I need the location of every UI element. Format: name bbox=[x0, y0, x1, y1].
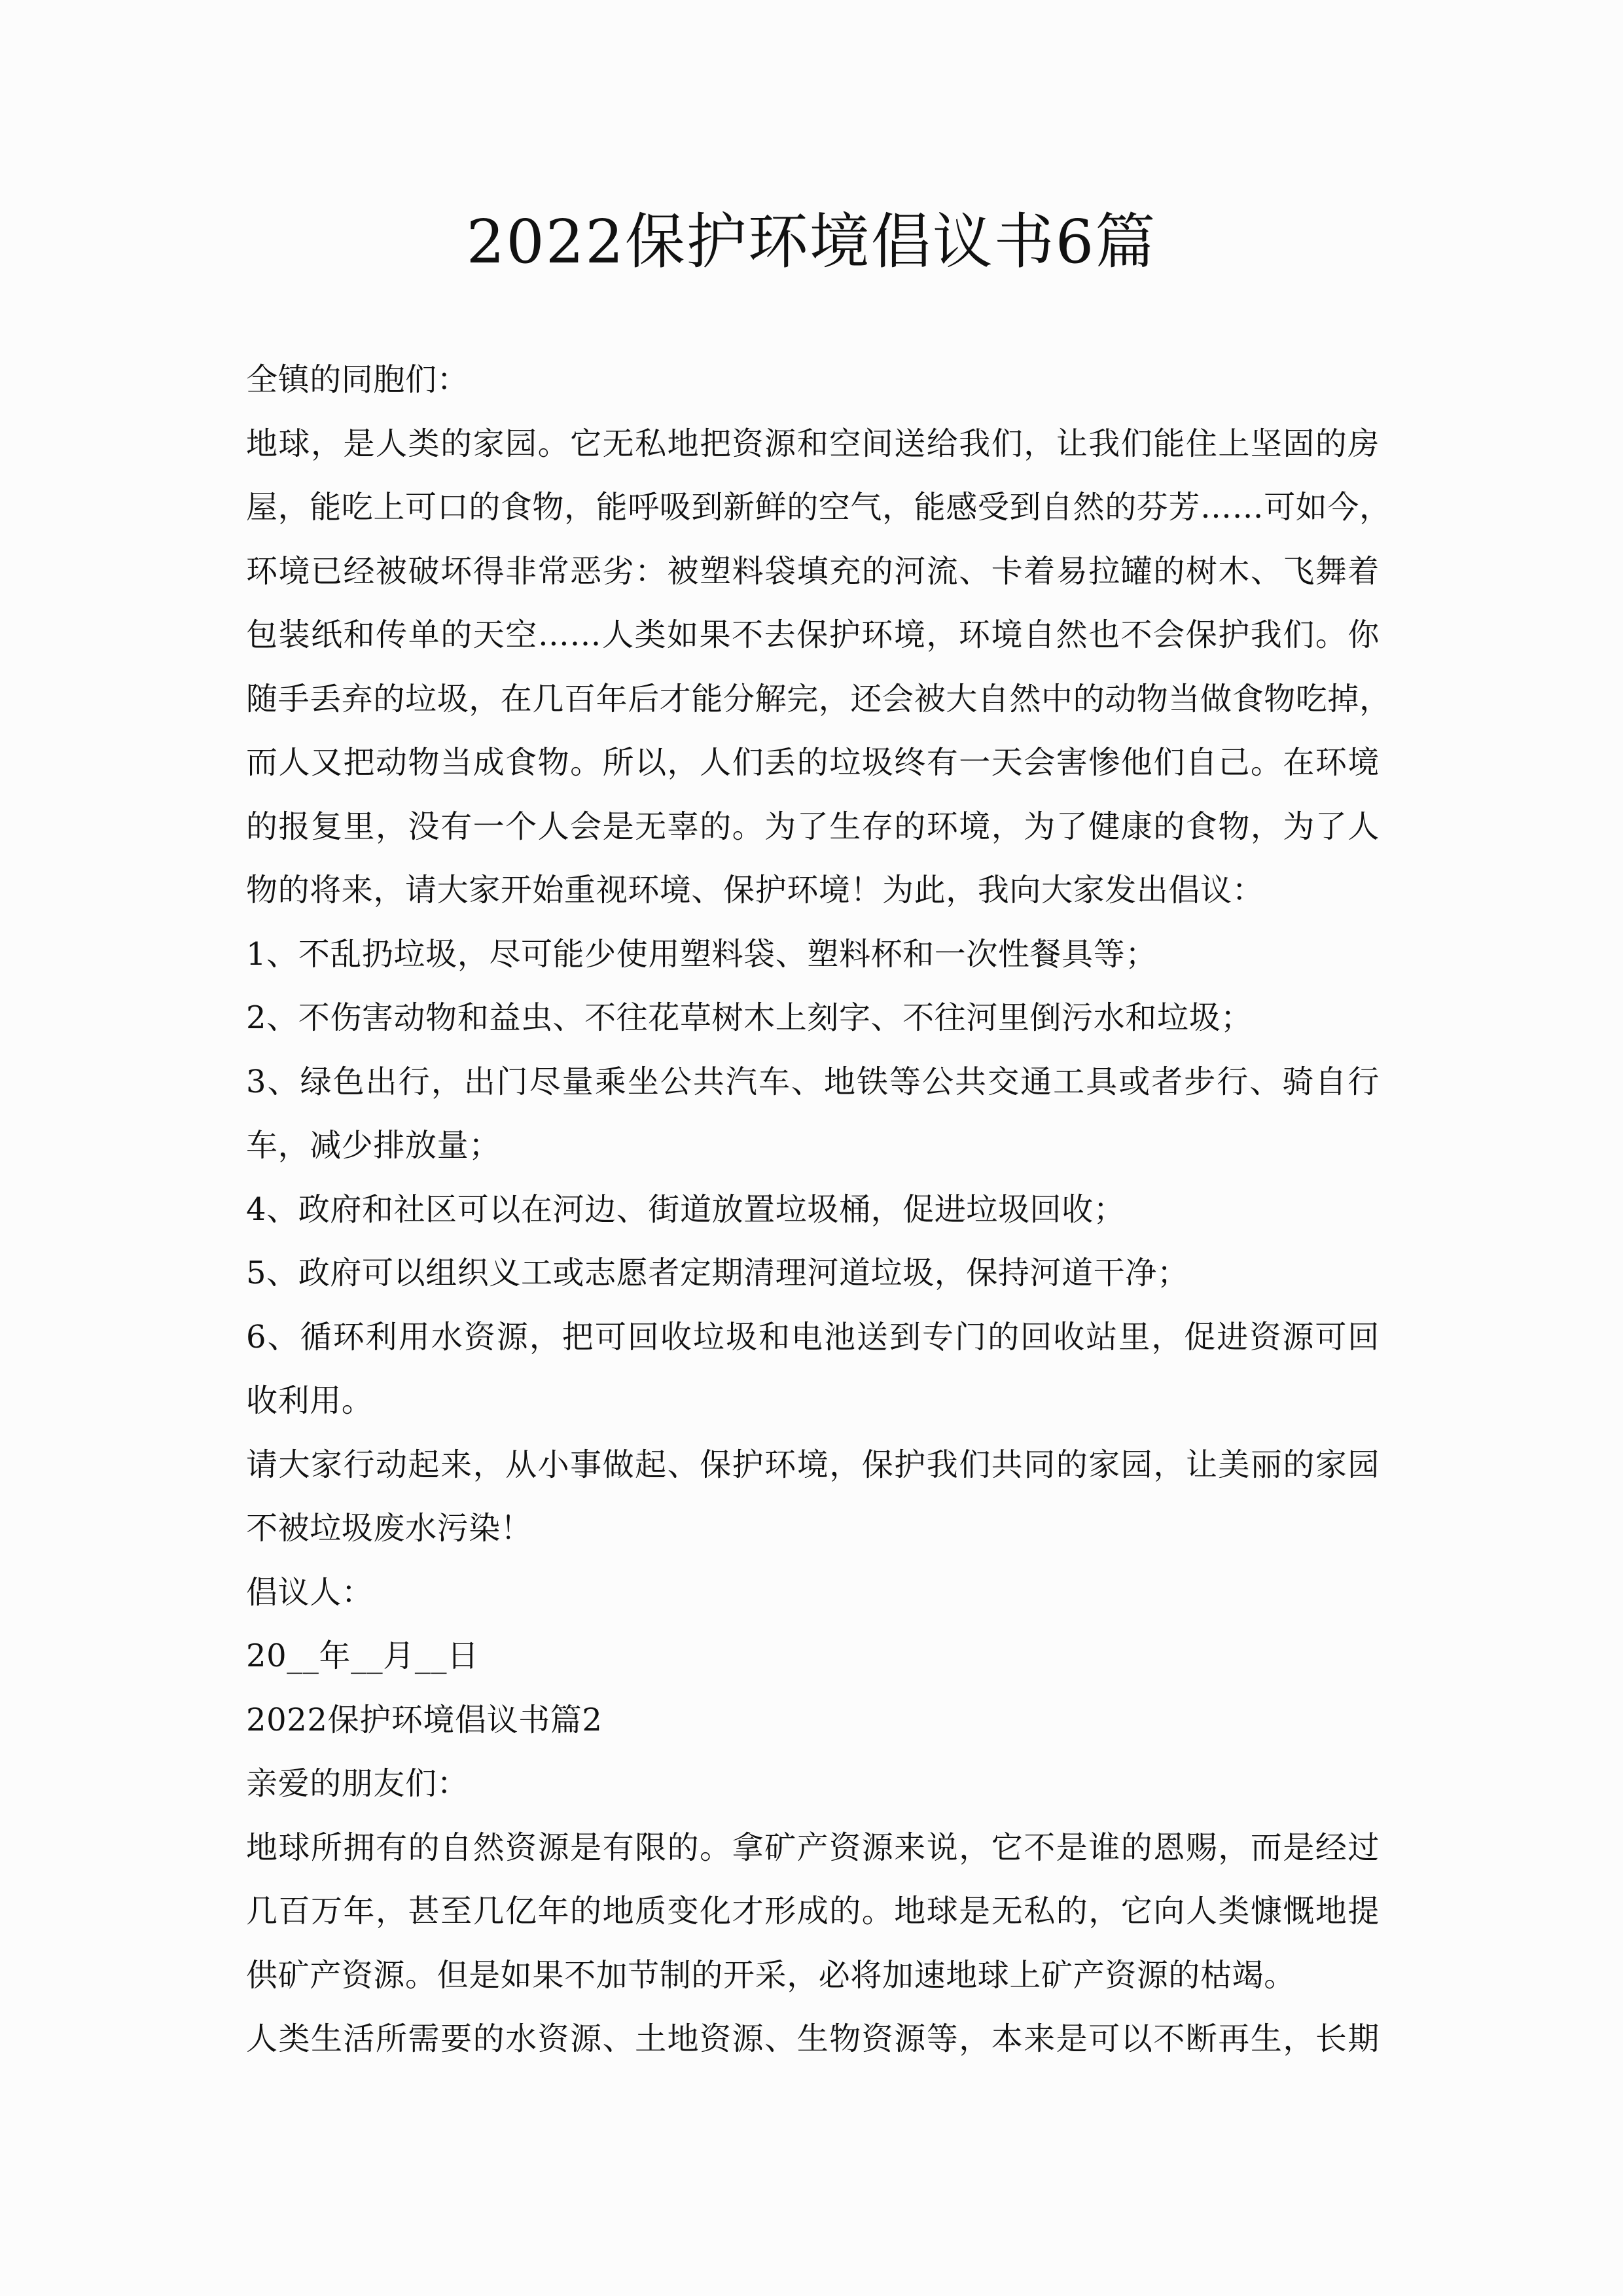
paragraph-line: 几百万年，甚至几亿年的地质变化才形成的。地球是无私的，它向人类慷慨地提 bbox=[246, 1893, 1380, 1929]
proposal-item-6-cont: 收利用。 bbox=[246, 1382, 374, 1419]
paragraph-line: 人类生活所需要的水资源、土地资源、生物资源等，本来是可以不断再生，长期 bbox=[246, 2020, 1380, 2057]
salutation: 全镇的同胞们： bbox=[246, 361, 469, 398]
paragraph-line: 的报复里，没有一个人会是无辜的。为了生存的环境，为了健康的食物，为了人 bbox=[246, 808, 1380, 845]
paragraph-line: 环境已经被破坏得非常恶劣：被塑料袋填充的河流、卡着易拉罐的树木、飞舞着 bbox=[246, 552, 1380, 590]
closing-line: 不被垃圾废水污染！ bbox=[246, 1510, 533, 1547]
paragraph-line: 而人又把动物当成食物。所以，人们丢的垃圾终有一天会害惨他们自己。在环境 bbox=[246, 744, 1380, 781]
paragraph-line: 地球，是人类的家园。它无私地把资源和空间送给我们，让我们能住上坚固的房 bbox=[246, 425, 1380, 462]
paragraph-line: 随手丢弃的垃圾，在几百年后才能分解完，还会被大自然中的动物当做食物吃掉， bbox=[246, 680, 1391, 717]
proposal-item-2: 2、不伤害动物和益虫、不往花草树木上刻字、不往河里倒污水和垃圾； bbox=[246, 999, 1253, 1036]
section-heading-2: 2022保护环境倡议书篇2 bbox=[246, 1701, 603, 1738]
paragraph-line: 地球所拥有的自然资源是有限的。拿矿产资源来说，它不是谁的恩赐，而是经过 bbox=[246, 1829, 1380, 1866]
proposal-item-1: 1、不乱扔垃圾，尽可能少使用塑料袋、塑料杯和一次性餐具等； bbox=[246, 935, 1157, 973]
proposal-item-6: 6、循环利用水资源，把可回收垃圾和电池送到专门的回收站里，促进资源可回 bbox=[246, 1318, 1380, 1355]
proposal-item-3: 3、绿色出行，出门尽量乘坐公共汽车、地铁等公共交通工具或者步行、骑自行 bbox=[246, 1063, 1380, 1100]
proposal-item-3-cont: 车，减少排放量； bbox=[246, 1127, 501, 1164]
paragraph-line: 屋，能吃上可口的食物，能呼吸到新鲜的空气，能感受到自然的芬芳……可如今， bbox=[246, 489, 1391, 526]
signature-label: 倡议人： bbox=[246, 1573, 374, 1611]
paragraph-line: 物的将来，请大家开始重视环境、保护环境！为此，我向大家发出倡议： bbox=[246, 872, 1264, 908]
proposal-item-5: 5、政府可以组织义工或志愿者定期清理河道垃圾，保持河道干净； bbox=[246, 1255, 1189, 1291]
paragraph-line: 包装纸和传单的天空……人类如果不去保护环境，环境自然也不会保护我们。你 bbox=[246, 617, 1380, 653]
paragraph-line: 供矿产资源。但是如果不加节制的开采，必将加速地球上矿产资源的枯竭。 bbox=[246, 1956, 1296, 1994]
document-body bbox=[246, 348, 1391, 2072]
closing-line: 请大家行动起来，从小事做起、保护环境，保护我们共同的家园，让美丽的家园 bbox=[246, 1446, 1380, 1483]
salutation-2: 亲爱的朋友们： bbox=[246, 1765, 469, 1802]
document-title: 2022保护环境倡议书6篇 bbox=[466, 207, 1157, 277]
date-line: 20__年__月__日 bbox=[246, 1638, 479, 1674]
proposal-item-4: 4、政府和社区可以在河边、街道放置垃圾桶，促进垃圾回收； bbox=[246, 1191, 1126, 1228]
